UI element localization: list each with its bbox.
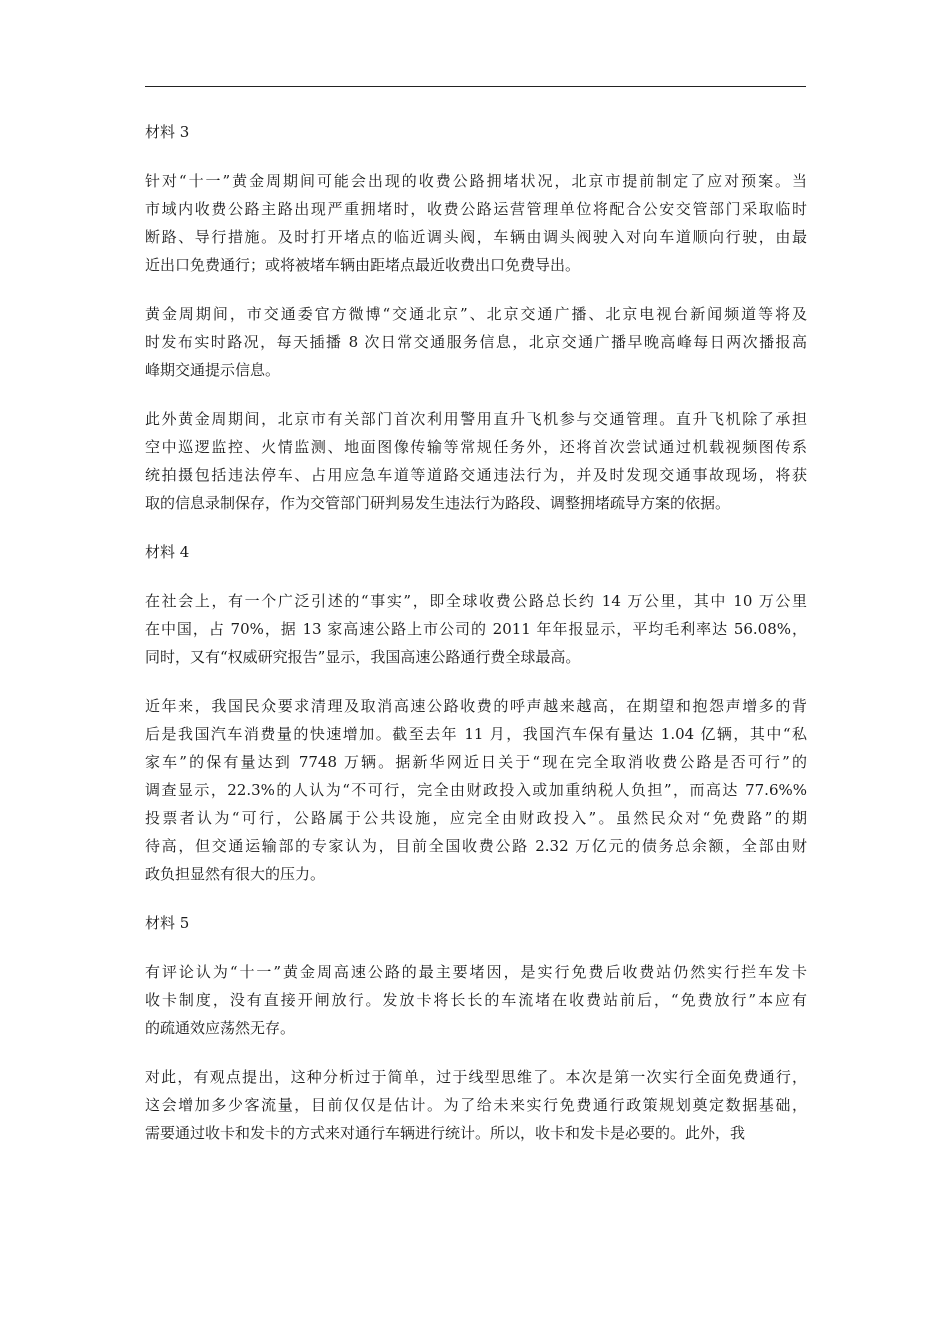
section-heading: 材料 5 [145, 914, 190, 932]
text-line: 政负担显然有很大的压力。 [145, 865, 326, 883]
paragraph [145, 167, 807, 279]
text-line: 对此，有观点提出，这种分析过于简单，过于线型思维了。本次是第一次实行全面免费通行， [145, 1068, 807, 1086]
text-line: 取的信息录制保存，作为交管部门研判易发生违法行为路段、调整拥堵疏导方案的依据。 [145, 494, 731, 512]
text-line: 需要通过收卡和发卡的方式来对通行车辆进行统计。所以，收卡和发卡是必要的。此外，我 [145, 1124, 746, 1142]
paragraph [145, 692, 807, 888]
paragraph [145, 300, 807, 384]
paragraph [145, 405, 807, 517]
text-line: 投票者认为“可行，公路属于公共设施，应完全由财政投入”。虽然民众对“免费路”的期 [145, 809, 807, 827]
text-line: 针对“十一”黄金周期间可能会出现的收费公路拥堵状况，北京市提前制定了应对预案。当 [145, 172, 807, 190]
text-line: 待高，但交通运输部的专家认为，目前全国收费公路 2.32 万亿元的债务总余额，全部由财 [145, 837, 807, 855]
text-line: 后是我国汽车消费量的快速增加。截至去年 11 月，我国汽车保有量达 1.04 亿辆，其中“私 [145, 725, 807, 743]
text-line: 时发布实时路况，每天插播 8 次日常交通服务信息，北京交通广播早晚高峰每日两次播报高 [145, 333, 807, 351]
text-line: 调查显示，22.3%的人认为“不可行，完全由财政投入或加重纳税人负担”，而高达 77.6%% [145, 781, 807, 799]
text-line: 空中巡逻监控、火情监测、地面图像传输等常规任务外，还将首次尝试通过机载视频图传系 [145, 438, 807, 456]
text-line: 的疏通效应荡然无存。 [145, 1019, 296, 1037]
text-line: 近出口免费通行；或将被堵车辆由距堵点最近收费出口免费导出。 [145, 256, 581, 274]
text-line: 这会增加多少客流量，目前仅仅是估计。为了给未来实行免费通行政策规划奠定数据基础， [145, 1096, 807, 1114]
text-line: 断路、导行措施。及时打开堵点的临近调头阀，车辆由调头阀驶入对向车道顺向行驶，由最 [145, 228, 807, 246]
paragraph [145, 1063, 807, 1147]
text-line: 黄金周期间，市交通委官方微博“交通北京”、北京交通广播、北京电视台新闻频道等将及 [145, 305, 807, 323]
text-line: 有评论认为“十一”黄金周高速公路的最主要堵因，是实行免费后收费站仍然实行拦车发卡 [145, 963, 807, 981]
text-line: 收卡制度，没有直接开闸放行。发放卡将长长的车流堵在收费站前后，“免费放行”本应有 [145, 991, 807, 1009]
text-line: 此外黄金周期间，北京市有关部门首次利用警用直升飞机参与交通管理。直升飞机除了承担 [145, 410, 807, 428]
text-line: 统拍摄包括违法停车、占用应急车道等道路交通违法行为，并及时发现交通事故现场，将获 [145, 466, 807, 484]
text-line: 同时，又有“权威研究报告”显示，我国高速公路通行费全球最高。 [145, 648, 581, 666]
section-heading: 材料 4 [145, 543, 190, 561]
paragraph [145, 958, 807, 1042]
header-rule [145, 86, 806, 87]
text-line: 在社会上，有一个广泛引述的“事实”，即全球收费公路总长约 14 万公里，其中 10 万公里 [145, 592, 807, 610]
text-line: 在中国，占 70%，据 13 家高速公路上市公司的 2011 年年报显示，平均毛利率达 56.08%， [145, 620, 807, 638]
document-body [145, 118, 807, 1168]
text-line: 家车”的保有量达到 7748 万辆。据新华网近日关于“现在完全取消收费公路是否可行”的 [145, 753, 807, 771]
text-line: 近年来，我国民众要求清理及取消高速公路收费的呼声越来越高，在期望和抱怨声增多的背 [145, 697, 807, 715]
text-line: 峰期交通提示信息。 [145, 361, 281, 379]
section-heading: 材料 3 [145, 123, 190, 141]
paragraph [145, 587, 807, 671]
text-line: 市域内收费公路主路出现严重拥堵时，收费公路运营管理单位将配合公安交管部门采取临时 [145, 200, 807, 218]
